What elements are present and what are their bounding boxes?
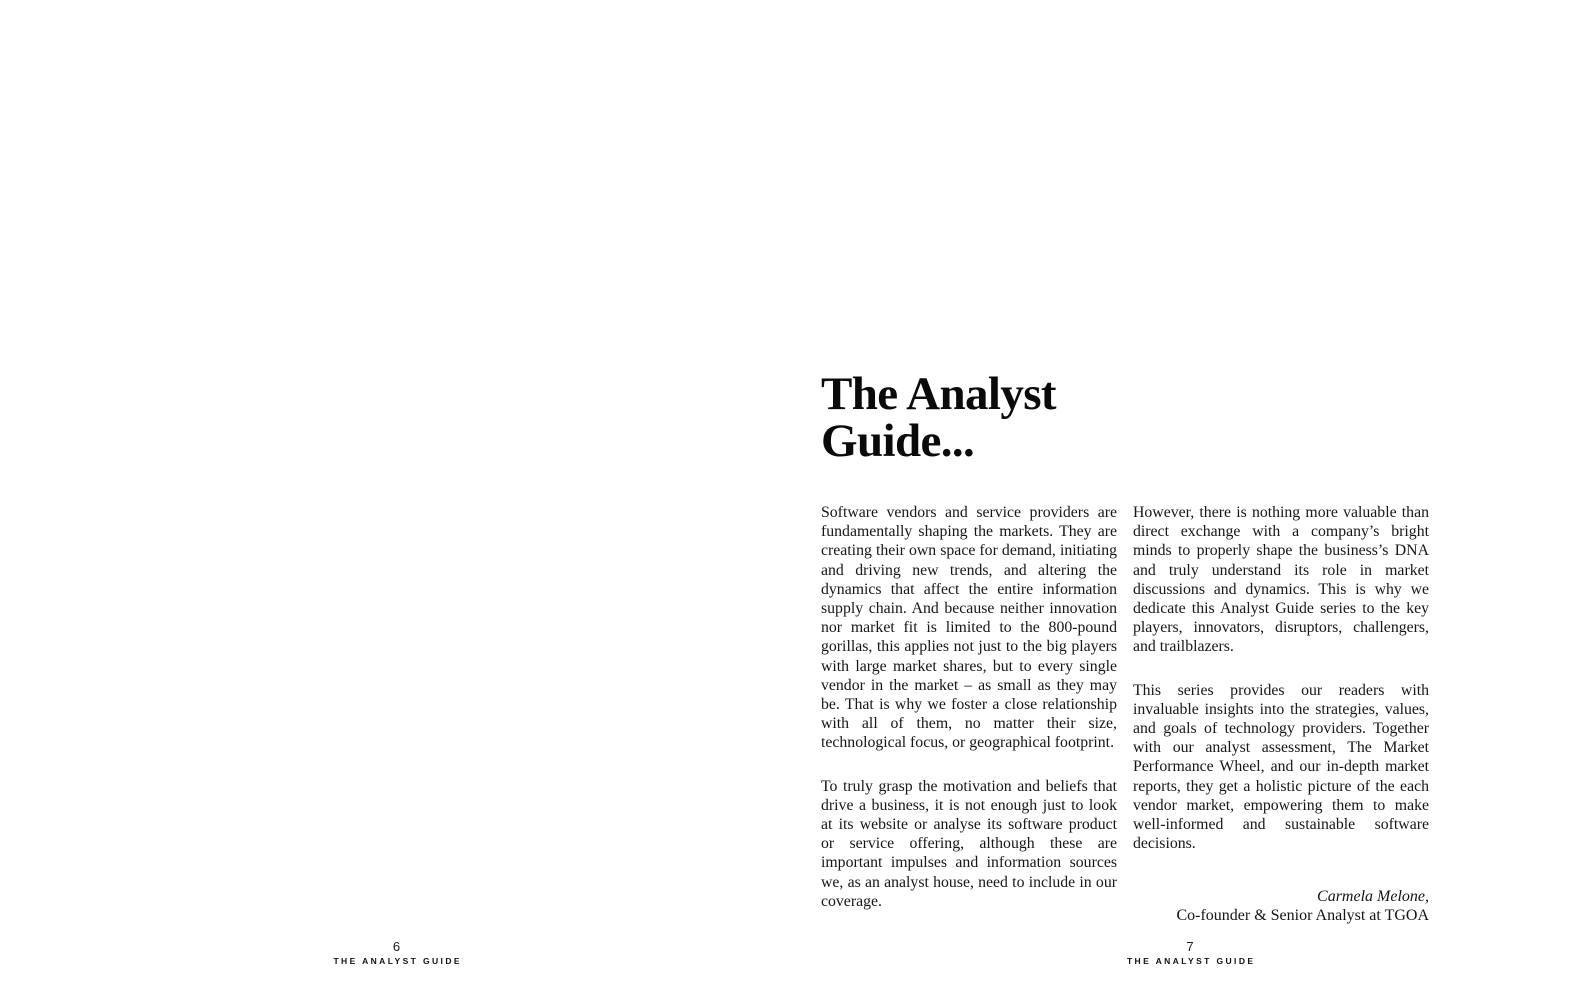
page-right: [793, 0, 1587, 998]
page-left: [0, 0, 793, 998]
page-number-right: 7: [1186, 939, 1194, 954]
signature-role: Co-founder & Senior Analyst at TGOA: [1176, 907, 1429, 925]
body-column-1: [821, 503, 1117, 911]
body-column-2: [1133, 503, 1429, 911]
author-signature: [1009, 887, 1429, 925]
article-title-line-1: The Analyst: [821, 368, 1056, 420]
signature-name: Carmela Melone,: [1317, 888, 1429, 905]
paragraph-2: To truly grasp the motivation and beliefs that drive a business, it is not enough just to look at its website or analyse its software product or service offering, although these are important impulses and information sources we, as an analyst house, need to include in our coverage.: [821, 777, 1117, 910]
footer-right: [793, 940, 1587, 966]
paragraph-3: However, there is nothing more valuable than direct exchange with a company’s bright minds to properly shape the business’s DNA and truly understand its role in market discussions and dynamics. This is why we dedicate this Analyst Guide series to the key players, innovators, disruptors, challengers, and trailblazers.: [1133, 504, 1429, 656]
paragraph-4: This series provides our readers with invaluable insights into the strategies, values, and goals of technology providers. Together with our analyst assessment, The Market Performance Wheel, and our in-depth market reports, they get a holistic picture of the each vendor market, empowering them to make well-informed and sustainable software decisions.: [1133, 681, 1429, 853]
page-number-left: 6: [392, 939, 401, 954]
paragraph-1: Software vendors and service providers are fundamentally shaping the markets. They are creating their own space for demand, initiating and driving new trends, and altering the dynamics that affect the entire information supply chain. And because neither innovation nor market fit is limited to the 800-pound gorillas, this applies not just to the big players with large market shares, but to every single vendor in the market – as small as they may be. That is why we foster a close relationship with all of them, no matter their size, technological focus, or geographical footprint.: [821, 504, 1117, 752]
running-footer-left: THE ANALYST GUIDE: [333, 956, 462, 966]
article-title-line-2: Guide...: [821, 415, 975, 467]
article-title: [821, 368, 1056, 467]
body-columns: [821, 503, 1429, 911]
footer-left: [0, 940, 793, 966]
running-footer-right: THE ANALYST GUIDE: [1126, 956, 1256, 966]
